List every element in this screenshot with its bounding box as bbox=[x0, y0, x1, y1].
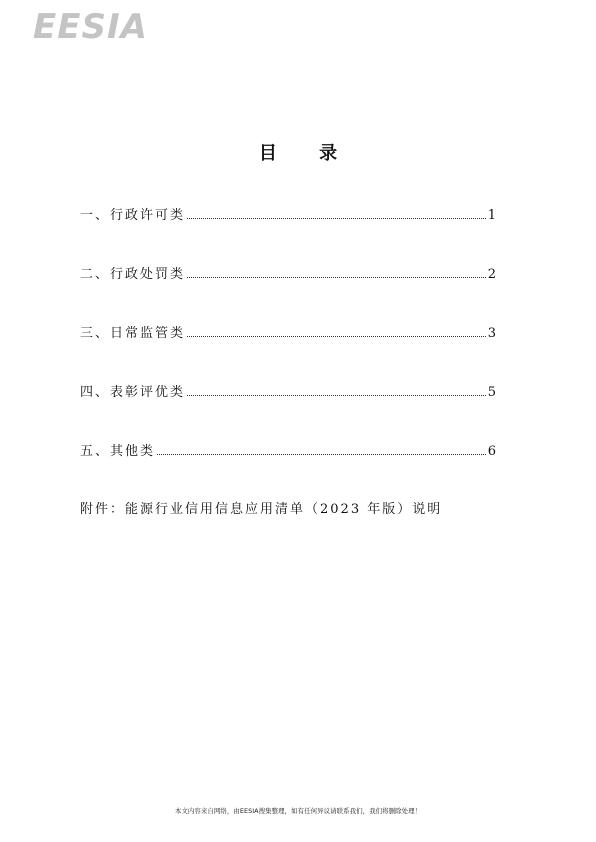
toc-entry-label: 二、行政处罚类 bbox=[80, 267, 186, 282]
toc-leader-dots bbox=[187, 394, 486, 396]
toc-entry-page: 5 bbox=[487, 385, 496, 400]
toc-entry-label: 五、其他类 bbox=[80, 444, 156, 459]
toc-entry-label: 三、日常监管类 bbox=[80, 326, 186, 341]
toc-entry-commendation[interactable] bbox=[80, 384, 496, 443]
toc-leader-dots bbox=[187, 217, 486, 219]
toc-entry-label: 一、行政许可类 bbox=[80, 208, 186, 223]
footer-disclaimer: 本文内容来自网络，由EESIA搜集整理，如有任何异议请联系我们，我们将删除处理！ bbox=[174, 807, 422, 815]
toc-entry-label: 四、表彰评优类 bbox=[80, 385, 186, 400]
toc-leader-dots bbox=[157, 453, 486, 455]
toc-entry-daily-supervision[interactable] bbox=[80, 325, 496, 384]
toc-leader-dots bbox=[187, 335, 486, 337]
toc-entry-other[interactable] bbox=[80, 443, 496, 502]
toc-entry-administrative-penalty[interactable] bbox=[80, 266, 496, 325]
table-of-contents bbox=[80, 207, 496, 502]
toc-entry-administrative-licensing[interactable] bbox=[80, 207, 496, 266]
toc-entry-page: 3 bbox=[487, 326, 496, 341]
appendix-line: 附件：能源行业信用信息应用清单（2023 年版）说明 bbox=[80, 502, 443, 517]
toc-entry-page: 6 bbox=[487, 444, 496, 459]
toc-entry-page: 1 bbox=[487, 208, 496, 223]
toc-entry-page: 2 bbox=[487, 267, 496, 282]
eesia-logo: EESIA bbox=[33, 7, 148, 47]
page-title: 目 录 bbox=[258, 143, 356, 164]
toc-leader-dots bbox=[187, 276, 486, 278]
